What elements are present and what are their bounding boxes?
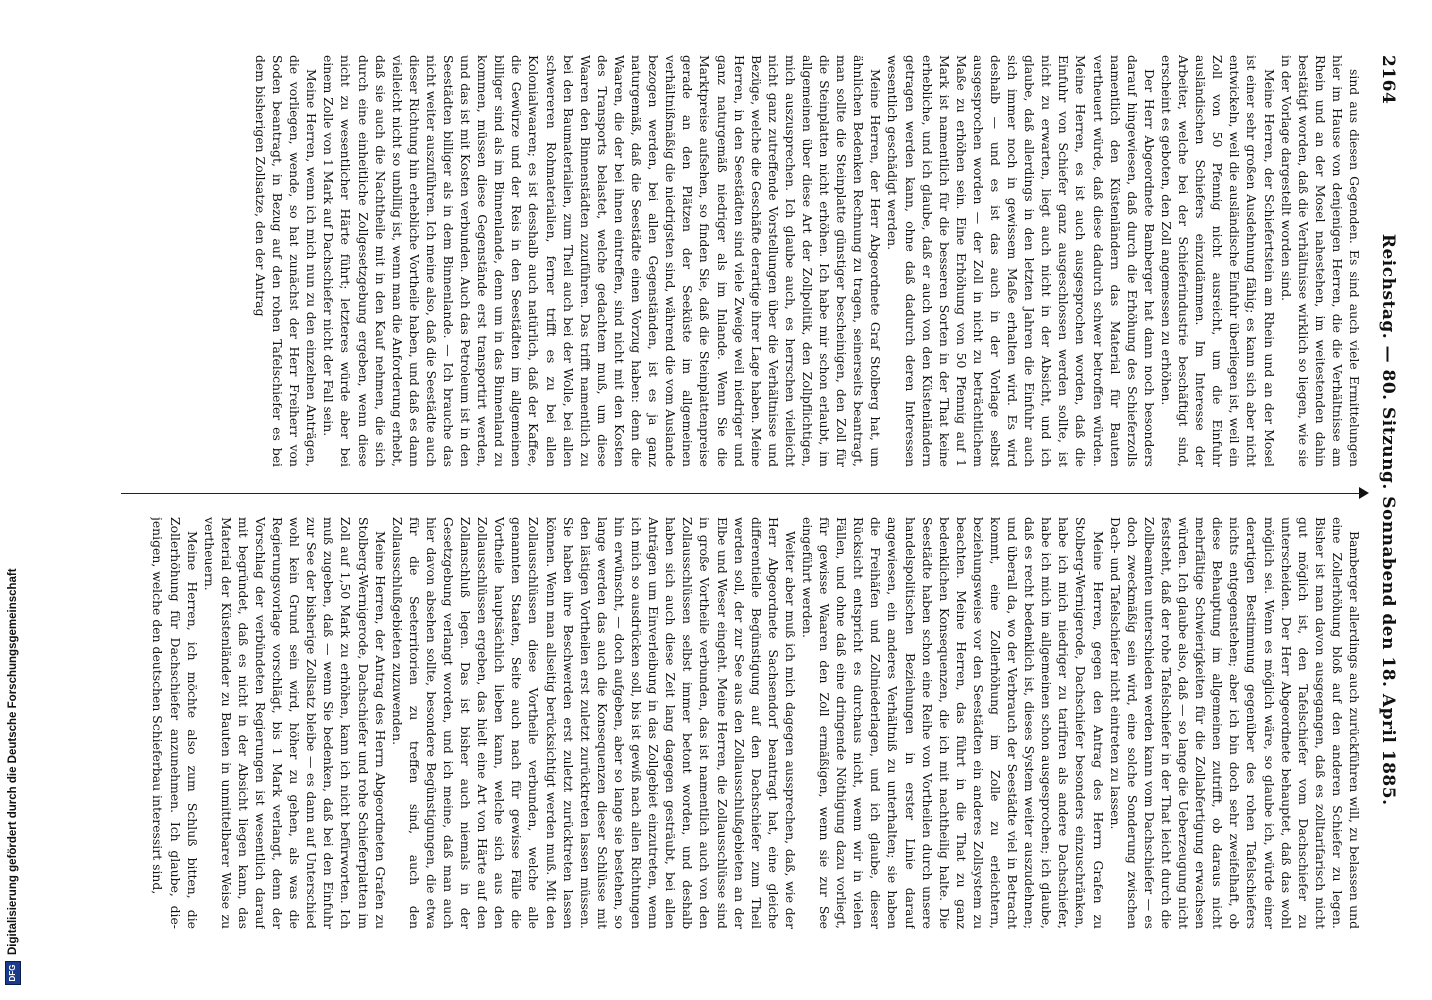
digitization-credit-text: Digitalisierung gefördert durch die Deutsche Forschungsgemeinschaft <box>7 568 19 955</box>
page-number: 2164 <box>1378 55 1398 105</box>
digitization-credit <box>2 0 24 985</box>
rotated-newspaper-page <box>105 55 1405 935</box>
paragraph: Weiter aber muß ich mich dagegen aussprechen, daß, wie der Herr Abgeordnete Sachsendorf beantragt hat, eine gleiche differentielle Begünstigung auf den Dachschiefer zum Theil werden soll, der zur See aus den Zollausschlußgebieten an der Elbe und Weser eingeht. Meine Herren, die Zollausschlüsse sind in große Vortheile verbunden, das ist namentlich auch von den Zollausschlüssen selbst immer betont worden, und deshalb haben sich auch diese Zeit lang dagegen gesträubt, bei allen Anträgen um Einverleibung in das Zollgebiet einzutreten, wenn ich mich so ausdrücken soll, bis ist gewiß nach allen Richtungen hin erwünscht, — doch aufgeben, aber so lange sie bestehen, so lange werden das auch die Konsequenzen dieser Schlüsse mit den lästigen Vortheilen erst zuletzt zurücktreten lassen müssen. Sie haben ihre Beschwerden erst zuletzt zurücktreten lassen können. Wenn man allseitig berücksichtigt werden muß. Mit den Zollausschlüssen diese Vortheile verbunden, welche alle genannten Staaten, Seite auch nach für gewisse Fälle die Vortheile hauptsächlich lieben kann, welche sich aus den Zollausschlüssen ergeben, das hielt eine Art von Härte auf den Zollanschluß legen. Das ist bisher auch niemals in der Gesetzgebung verlangt worden, und ich meine, daß man auch hier davon absehen sollte, besondere Begünstigungen, die etwa für die Seeterritorien zu treffen sind, auch den Zollausschlußgebieten zuzuwenden. <box>389 517 798 929</box>
paragraph: Meine Herren, der Schiefertstein am Rhein und an der Mosel ist einer sehr großen Ausdehnung fähig; es kann sich aber nicht entwickeln, weil die ausländische Einfuhr überliegen ist, weil ein Zoll von 50 Pfennig nicht ausreicht, um die Einfuhr ausländischen Schiefers einzudämmen. Im Interesse der Arbeiter, welche bei der Schieferindustrie beschäftigt sind, erscheint es geboten, den Zoll angemessen zu erhöhen. <box>1158 55 1277 467</box>
digitization-credit-strip <box>0 0 24 1000</box>
paragraph: Meine Herren, gegen den Antrag des Herrn Grafen zu Stolberg-Wernigerode, Dachschiefer besonders einzuschränken, habe ich mich niedriger zu tarifiren als andere Dachschiefer, habe ich mich im allgemeinen schon ausgesprochen; ich glaube, daß es recht bedenklich ist, dieses System weiter auszudehnen; und überall da, wo der Verbrauch der Seestädte viel in Betracht kommt, eine Zollerhöhung im Zolle zu erleichtern, beziehungsweise vor den Seestädten ein anderes Zollsystem zu beachten. Meine Herren, das führt in die That zu ganz bedenklichen Konsequenzen, die ich mit nachtheilig halte. Die Seestädte haben schon eine Reihe von Vortheilen durch unsere handelspolitischen Beziehungen in erster Linie darauf angewiesen, ein anderes Verhältniß zu unterhalten; sie haben die Freihäfen und Zollniederlagen, und ich glaube, dieser Rücksicht entspricht es durchaus nicht, wenn wir in vielen Fällen, und ohne daß eine dringende Nöthigung dazu vorliegt, für gewisse Waaren den Zoll ermäßigen, wenn sie zur See eingeführt werden. <box>800 517 1106 929</box>
dfg-logo-icon: DFG <box>5 961 21 985</box>
left-text-column <box>113 55 1363 467</box>
paragraph: Meine Herren, ich möchte also zum Schluß bitten, die Zollerhöhung für Dachschiefer anzunehmen. Ich glaube, die- jenigen, welche den deutschen Schieferbau interessirt sind, <box>150 517 200 929</box>
right-text-column <box>113 517 1363 929</box>
paragraph: Der Herr Abgeordnete Bamberger hat dann noch besonders darauf hingewiesen, daß durch die Erhöhung des Schieferzolls namentlich den Küstenländern das Material für Bauten vertheuert würde, daß diese dadurch schwer betroffen würden. Meine Herren, es ist auch ausgesprochen worden, daß die Einfuhr von Schiefer ganz ausgeschlossen werden sollte, ist nicht zu erwarten, liegt auch nicht in der Absicht, und ich glaube, daß allerdings in den letzten Jahren die Einfuhr auch sich immer noch in gewissem Maße erhalten wird. Es wird deshalb — und es ist das auch in der Vorlage selbst ausgesprochen worden — der Zoll in nicht zu beträchtlichem Maße zu erhöhen sein. Eine Erhöhung von 50 Pfennig auf 1 Mark ist namentlich für die besseren Sorten in der That keine erhebliche, und ich glaube, daß er auch von den Küstenländern getragen werden kann, ohne daß dadurch deren Interessen wesentlich geschädigt werden. <box>885 55 1157 467</box>
paragraph: Meine Herren, der Herr Abgeordnete Graf Stolberg hat, um ähnlichen Bedenken Rechnung zu tragen, seinerseits beantragt, man sollte die Steinplatte günstiger bescheinigen, den Zoll für die Steinplatten nicht erhöhen. Ich habe mir schon erlaubt, im allgemeinen über diese Art der Zollpolitik, den Zollpflichtigen, mich auszusprechen. Ich glaube auch, es herrschen vielleicht nicht ganz zutreffende Vorstellungen über die Verhältnisse und Bezüge, welche die Geschäfte derartige ihrer Lage haben. Meine Herren, in den Seestädten sind viele Zweige weil niedriger und ganz naturgemäß niedriger als im Inlande. Wenn Sie die Marktpreise aufsehen, so finden Sie, daß die Steinplattenpreise gerade an den Plätzen der Seeküste im allgemeinen verhältnißmäßig die niedrigsten sind, während die vom Auslande bezogen werden, bei allen Gegenständen, ist es ja ganz naturgemäß, daß die Seestädte einen Vorzug haben: denn die Waaren, die der bei ihnen eintreffen, sind nicht mit den Kosten des Transports belastet, welche gedachtem muß, um diese Waaren den Binnenstädten zuzuführen. Das trifft namentlich zu bei den Baumaterialien, zum Theil auch bei der Wolle, bei allen schwereren Rohmaterialien, ferner trifft es zu bei allen Kolonialwaaren; es ist desshalb auch natürlich, daß der Kaffee, die Gewürze und der Reis in den Seestädten im allgemeinen billiger sind als im Binnenlande, denn um in das Binnenland zu kommen, müssen diese Gegenstände erst transportirt werden, und das ist mit Kosten verbunden. Auch das Petroleum ist in den Seestädten billiger als in dem Binnenlande. — Ich brauche das nicht weiter auszuführen. Ich meine also, daß die Seestädte auch dieser Richtung hin erhebliche Vortheile haben, und daß es dann vielleicht nicht so unbillig ist, wenn man die Anforderung erhebt, daß sie auch die Nachtheile mit in den Kauf nehmen, die sich durch eine einheitliche Zollgesetzgebung ergeben, wenn diese nicht zu wesentlicher Härte führt; letzteres würde aber bei einem Zolle von 1 Mark auf Dachschiefer nicht der Fall sein. <box>321 55 884 467</box>
page-header <box>1371 55 1405 935</box>
paragraph: sind aus diesen Gegenden. Es sind auch viele Ermittelungen hier im Hause von denjenigen Herren, die die Verhältnisse am Rhein und an der Mosel nahestehen, im weitestenden dahin bestätigt worden, daß die Verhältnisse wirklich so liegen, wie sie in der Vorlage dargestellt worden sind. <box>1278 55 1362 467</box>
paragraph: Bamberger allerdings auch zurückführen will, zu belassen und eine Zollerhöhung bloß auf den anderen Schiefer zu legen. Bisher ist man davon ausgegangen, daß es zolltarifarisch nicht gut möglich ist, den Tafelschiefer vom Dachschiefer zu unterscheiden. Der Herr Abgeordnete behauptet, daß das wohl möglich sei. Wenn es möglich wäre, so glaube ich, würde einer derartigen Bestimmung gegenüber des rohen Tafelschiefers nichts entgegenstehen; aber ich bin doch sehr zweifelhaft, ob diese Behauptung im allgemeinen zutrifft, ob daraus nicht mehrfältige Schwierigkeiten für die Zollabfertigung erwachsen würden. Ich glaube also, daß — so lange die Ueberzeugung nicht feststeht, daß der rohe Tafelschiefer in der That leicht durch die Zollbeamten unterschieden werden kann vom Dachschiefer — es doch zweckmäßig sein wird, eine solche Sonderung zwischen Dach- und Tafelschiefer nicht eintreten zu lassen. <box>1107 517 1362 929</box>
paragraph: Meine Herren, wenn ich mich nun zu den einzelnen Anträgen, die vorliegen, wende, so hat zunächst der Herr Freiherr von Soden beantragt, in Bezug auf den rohen Tafelschiefer es bei dem bisherigen Zollsatze, den der Antrag <box>253 55 320 467</box>
paragraph: Meine Herren, der Antrag des Herrn Abgeordneten Grafen zu Stolberg-Wernigerode, Dachschiefer und rohe Schieferplatten im Zoll auf 1,50 Mark zu erhöhen, kann ich nicht befürworten. Ich muß zugeben, daß — wenn Sie bedenken, daß bei den Einfuhr zur See der bisherige Zollsatz bleibe — es dann auf Unterschied wohl kein Grund sein wird, höher zu gehen, als was die Regierungsvorlage vorschlägt, bis 1 Mark verlangt, denn der Vorschlag der verbündeten Regierungen ist wesentlich darauf mit begründet, daß es nicht in der Absicht liegen kann, das Material der Küstenländer zu Bauten in unmittelbarer Weise zu vertheuern. <box>201 517 388 929</box>
page-header-title: Reichstag. — 80. Sitzung. Sonnabend den 18. April 1885. <box>1378 233 1398 806</box>
column-divider <box>121 493 1361 494</box>
